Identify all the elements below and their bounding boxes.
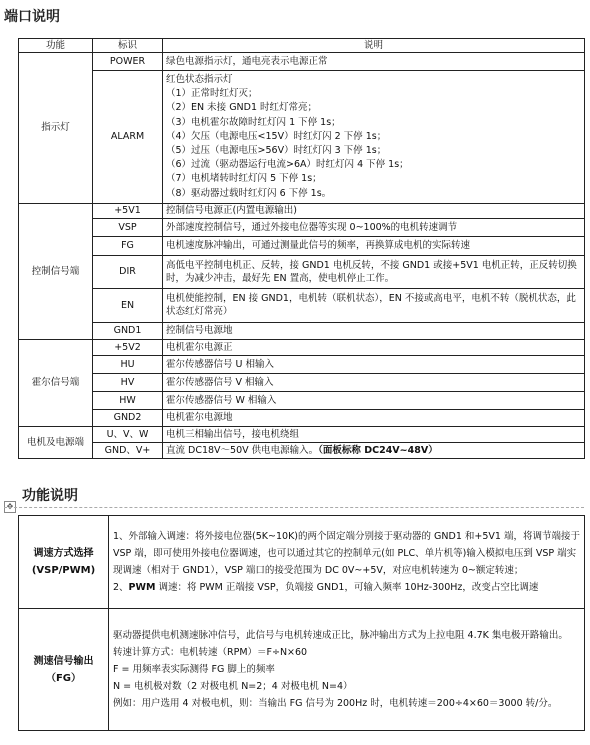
fg-line: 例如：用户选用 4 对极电机，则：当输出 FG 信号为 200Hz 时，电机转速＝200÷4×60＝3000 转/分。 [113, 698, 558, 709]
table-row [19, 203, 585, 218]
row-id: GND、V+ [93, 442, 163, 458]
power-desc-note: （面板标称 DC24V~48V） [318, 444, 438, 456]
row-desc: 电机霍尔电源地 [163, 409, 585, 426]
alarm-line: 红色状态指示灯 [166, 74, 233, 85]
row-id: ALARM [93, 71, 163, 204]
alarm-line: （6）过流（驱动器运行电流>6A）时红灯闪 4 下停 1s； [166, 159, 409, 171]
pwm-keyword: PWM [128, 582, 156, 593]
col-desc: 说明 [163, 39, 585, 53]
row-id: +5V1 [93, 203, 163, 218]
row-id: GND1 [93, 322, 163, 339]
row-id: EN [93, 288, 163, 322]
table-row [19, 236, 585, 255]
speed-para-1: 1、外部输入调速：将外接电位器(5K~10K)的两个固定端分别接于驱动器的 GND1 和+5V1 端，将调节端接于 VSP 端，即可使用外接电位器调速，也可以通过其它的控制单元(如 PLC、单片机等)输入模拟电压到 VSP 端实现调速（相对于 GND1），VSP 端口的接受范围为 DC 0V~+5V，对应电机转速为 0~额定转速； [113, 531, 580, 576]
speed-para-2 [113, 579, 580, 596]
row-id: FG [93, 236, 163, 255]
table-row [19, 391, 585, 409]
func-label-fg-1: 测速信号输出 [33, 655, 94, 667]
func-label-speed-2: (VSP/PWM) [31, 565, 96, 576]
table-row [19, 53, 585, 71]
table-row [19, 288, 585, 322]
pwm-prefix: 2、 [113, 582, 129, 593]
row-desc: 霍尔传感器信号 W 相输入 [163, 391, 585, 409]
row-desc: 绿色电源指示灯，通电亮表示电源正常 [163, 53, 585, 71]
section-title-functions: 功能说明 [22, 488, 78, 504]
row-desc [163, 442, 585, 458]
group-indicator: 指示灯 [19, 53, 93, 204]
section-title-ports: 端口说明 [4, 9, 60, 25]
alarm-desc [163, 71, 585, 204]
row-desc: 控制信号电源正(内置电源输出) [163, 203, 585, 218]
row-desc: 高低电平控制电机正、反转，接 GND1 电机反转，不接 GND1 或接+5V1 电机正转，正反转切换时，为减少冲击，最好先 EN 置高，使电机停止工作。 [163, 255, 585, 288]
table-row [19, 426, 585, 442]
function-table [18, 515, 585, 731]
table-row [19, 516, 585, 609]
pwm-desc: 调速：将 PWM 正端接 VSP，负端接 GND1，可输入频率 10Hz-300Hz，改变占空比调速 [155, 582, 539, 593]
alarm-line: （2）EN 未接 GND1 时红灯常亮； [166, 102, 318, 114]
power-desc: 直流 DC18V～50V 供电电源输入。 [166, 444, 319, 456]
row-id: HU [93, 355, 163, 373]
row-id: U、V、W [93, 426, 163, 442]
group-hall: 霍尔信号端 [19, 339, 93, 426]
alarm-line: （1）正常时红灯灭； [166, 88, 258, 100]
func-label-speed [19, 516, 109, 609]
row-id: HV [93, 373, 163, 391]
port-table [18, 38, 585, 459]
port-table-header [19, 39, 585, 53]
row-id: DIR [93, 255, 163, 288]
row-desc: 电机霍尔电源正 [163, 339, 585, 355]
table-row [19, 218, 585, 236]
row-desc: 外部速度控制信号，通过外接电位器等实现 0~100%的电机转速调节 [163, 218, 585, 236]
table-row [19, 442, 585, 458]
row-desc: 电机三相输出信号，接电机绕组 [163, 426, 585, 442]
alarm-line: （5）过压（电源电压>56V）时红灯闪 3 下停 1s； [166, 145, 387, 157]
func-label-fg-2: （FG） [45, 672, 82, 684]
row-desc: 霍尔传感器信号 V 相输入 [163, 373, 585, 391]
func-label-speed-1: 调速方式选择 [33, 548, 94, 559]
row-id: GND2 [93, 409, 163, 426]
table-row [19, 322, 585, 339]
alarm-line: （3）电机霍尔故障时红灯闪 1 下停 1s； [166, 116, 341, 128]
row-id: +5V2 [93, 339, 163, 355]
table-row [19, 355, 585, 373]
alarm-line: （8）驱动器过载时红灯闪 6 下停 1s。 [166, 187, 332, 199]
dashed-divider [4, 507, 584, 508]
move-anchor-icon[interactable]: ✥ [4, 501, 16, 513]
fg-line: 转速计算方式：电机转速（RPM）＝F÷N×60 [113, 647, 308, 658]
group-control: 控制信号端 [19, 203, 93, 339]
table-row [19, 71, 585, 204]
func-desc-speed [109, 516, 585, 609]
row-id: POWER [93, 53, 163, 71]
row-desc: 电机速度脉冲输出，可通过测量此信号的频率，再换算成电机的实际转速 [163, 236, 585, 255]
fg-line: 驱动器提供电机测速脉冲信号，此信号与电机转速成正比，脉冲输出方式为上拉电阻 4.7K 集电极开路输出。 [113, 630, 568, 641]
row-id: VSP [93, 218, 163, 236]
row-desc: 霍尔传感器信号 U 相输入 [163, 355, 585, 373]
row-desc: 电机使能控制，EN 接 GND1，电机转（联机状态），EN 不接或高电平，电机不转（脱机状态，此状态红灯常亮） [163, 288, 585, 322]
col-function: 功能 [19, 39, 93, 53]
fg-line: N = 电机极对数（2 对极电机 N=2；4 对极电机 N=4） [113, 681, 353, 692]
table-row [19, 609, 585, 731]
func-desc-fg [109, 609, 585, 731]
table-row [19, 339, 585, 355]
group-motor-power: 电机及电源端 [19, 426, 93, 458]
table-row [19, 255, 585, 288]
func-label-fg [19, 609, 109, 731]
col-id: 标识 [93, 39, 163, 53]
fg-line: F = 用频率表实际测得 FG 脚上的频率 [113, 664, 275, 675]
row-id: HW [93, 391, 163, 409]
alarm-line: （4）欠压（电源电压<15V）时红灯闪 2 下停 1s； [166, 130, 387, 142]
table-row [19, 409, 585, 426]
alarm-line: （7）电机堵转时红灯闪 5 下停 1s； [166, 173, 322, 185]
row-desc: 控制信号电源地 [163, 322, 585, 339]
table-row [19, 373, 585, 391]
